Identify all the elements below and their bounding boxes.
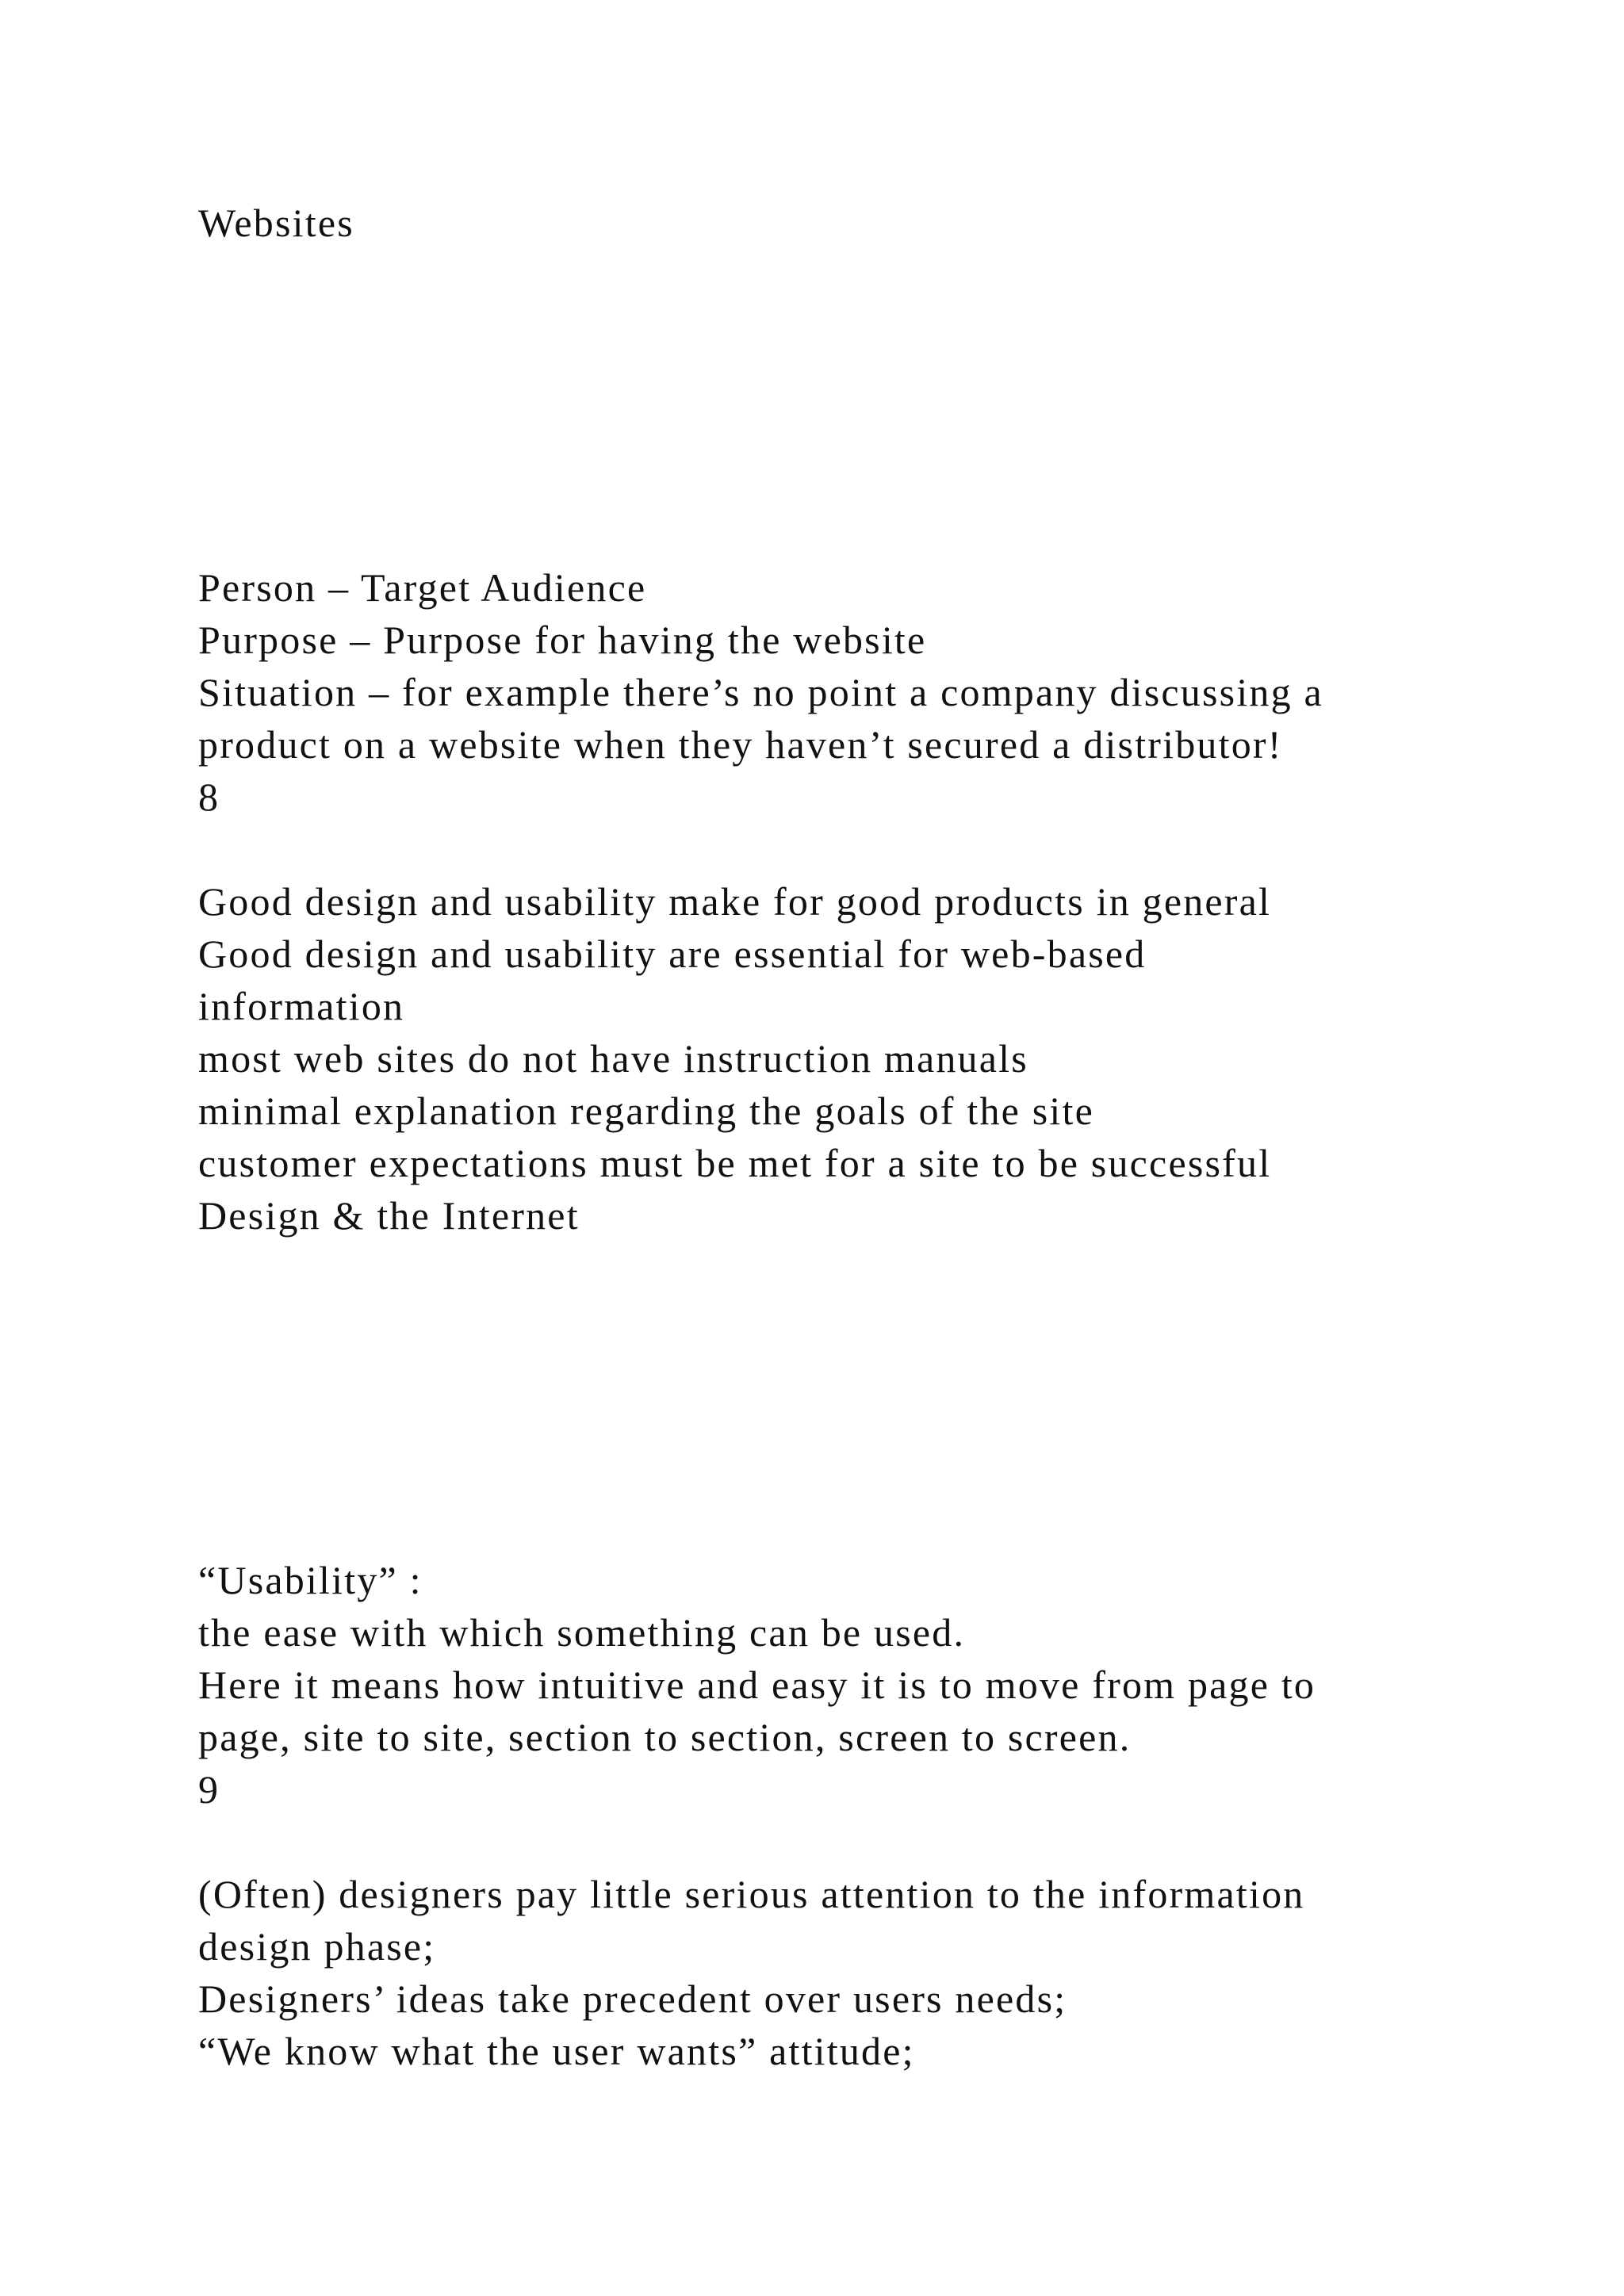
slide-number: 9 (198, 1767, 220, 1812)
text-line: Purpose – Purpose for having the website (198, 618, 927, 662)
text-line: Situation – for example there’s no point a company discussing a (198, 670, 1323, 714)
text-line: the ease with which something can be used. (198, 1610, 966, 1655)
text-line: product on a website when they haven’t secured a distributor! (198, 722, 1283, 767)
section-heading: Design & the Internet (198, 1193, 580, 1238)
text-line: Person – Target Audience (198, 565, 647, 610)
slide-number: 8 (198, 775, 220, 819)
heading-websites: Websites (198, 201, 354, 245)
text-line: Designers’ ideas take precedent over users needs; (198, 1976, 1067, 2021)
text-line: customer expectations must be met for a site to be successful (198, 1141, 1272, 1185)
text-line: design phase; (198, 1924, 436, 1969)
text-line: Good design and usability are essential for web-based (198, 932, 1147, 976)
text-line: Good design and usability make for good products in general (198, 879, 1272, 924)
text-line: “Usability” : (198, 1558, 423, 1602)
text-line: Here it means how intuitive and easy it is to move from page to (198, 1663, 1316, 1707)
text-line: page, site to site, section to section, screen to screen. (198, 1715, 1132, 1759)
text-line: most web sites do not have instruction manuals (198, 1036, 1028, 1081)
text-line: information (198, 984, 405, 1028)
text-line: “We know what the user wants” attitude; (198, 2029, 915, 2073)
text-line: minimal explanation regarding the goals of the site (198, 1089, 1094, 1133)
text-line: (Often) designers pay little serious attention to the information (198, 1872, 1305, 1916)
